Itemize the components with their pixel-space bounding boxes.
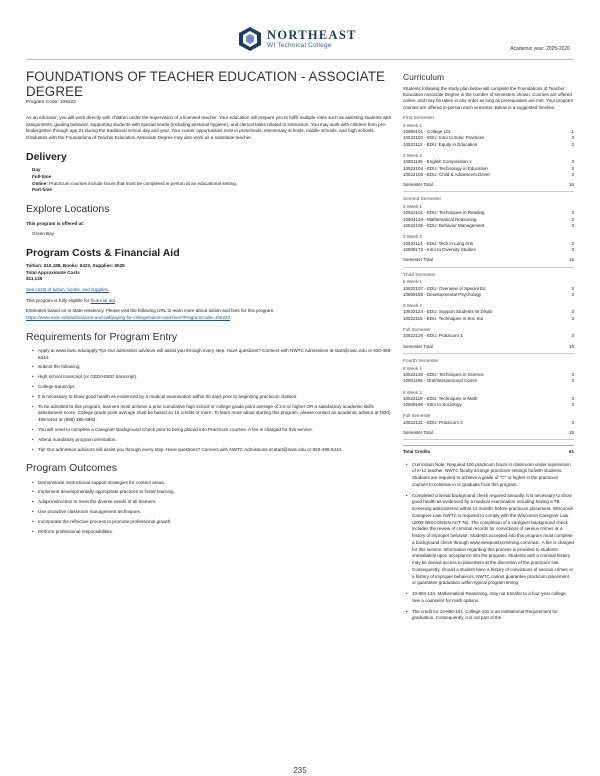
course-credits: 3 [571, 315, 574, 321]
week-label: 8 Week 2 [403, 303, 422, 309]
semester-title: Fourth Semester [403, 358, 439, 364]
delivery-online-label: Online: [32, 180, 48, 186]
course-name: 10809188 - Developmental Psychology [403, 291, 482, 297]
course-row [403, 420, 574, 426]
delivery-parttime: Part-time [32, 187, 52, 193]
page-number: 235 [293, 766, 307, 775]
requirement-item: • Submit the following: [32, 364, 392, 371]
course-credits: 3 [571, 141, 574, 147]
location-green-bay: Green Bay [32, 231, 54, 237]
semester-total-value: 15 [568, 343, 574, 349]
semester-total-row [403, 257, 574, 267]
requirement-item: • Attend mandatory program orientation. [32, 437, 392, 444]
course-name: 10522119 - EDU: Techniques in Soc Stu [403, 315, 484, 321]
course-credits: 3 [571, 165, 574, 171]
course-credits: 3 [571, 240, 574, 246]
semester-total-value: 16 [568, 182, 574, 188]
semester-total-label: Semester Total [403, 257, 433, 263]
curriculum-note: • 10-804-134, Mathematical Reasoning, may not transfer to a four-year college. See a counselor for math options. [406, 591, 574, 605]
requirements-heading: Requirements for Program Entry [26, 330, 178, 343]
week-label: 8 Week 1 [403, 365, 422, 371]
course-credits: 3 [571, 371, 574, 377]
course-row [403, 172, 574, 178]
week-label: 8 Week 1 [403, 204, 422, 210]
course-name: 10522114 - EDU: Tech in Lang Arts [403, 240, 474, 246]
course-name: 10522131 - EDU: Practicum 2 [403, 419, 463, 425]
course-name: 10522129 - EDU: Practicum 1 [403, 333, 463, 339]
course-row [403, 333, 574, 339]
tuition-url-link[interactable]: https://www.nwtc.edu/admissions-and-aid/paying-for-college/tuition-and-fees?ProgramCode=105222 [26, 315, 231, 321]
semester-block [403, 116, 574, 192]
locations-offered: This program is offered at: [26, 220, 85, 226]
delivery-day: Day [32, 166, 41, 172]
course-credits: 3 [571, 402, 574, 408]
course-credits: 3 [571, 135, 574, 141]
course-name: 10890101 - College 101 [403, 129, 452, 135]
semester-title: First Semester [403, 116, 435, 122]
outcomes-heading: Program Outcomes [26, 462, 118, 475]
course-name: 10522102 - EDU: Techniques in Reading [403, 210, 485, 216]
requirement-item: • To be admitted to this program, learners must achieve a prior cumulative high school or college grade point average of 2.6 or higher OR a satisfactory academic skills assessment score. College grade point average must be based on 15 credits or more. To learn more about starting this program, please contact an academic advisor at (920) 498-5444 or (888) 385-6982. [32, 404, 392, 424]
course-name: 10522107 - EDU: Overview of Special Ed [403, 285, 486, 291]
program-intro: As an educator, you will work directly with children under the supervision of a licensed teacher. Your education will prepare you to fulfill multiple roles such as assisting students with assignments, guiding behavior, supporting students with special needs (including personal hygiene), and clerical tasks related to instruction. You may work with children from pre-kindergarten through age 21 during the traditional school day and year. Your career opportunities exist in preschools, elementary schools, middle schools, and high schools. Graduates with the Foundations of Teacher Education Associate Degree may also work as a substitute teacher. [26, 114, 392, 140]
course-name: 10804134 - Mathematical Reasoning [403, 216, 477, 222]
semester-total-row [403, 344, 574, 354]
total-credits-label: Total Credits [403, 449, 431, 455]
header-divider [26, 59, 574, 60]
curriculum-panel [403, 72, 574, 626]
course-credits: 3 [571, 285, 574, 291]
costs-total-label: Total Approximate Costs [26, 269, 80, 275]
semester-block [403, 273, 574, 354]
course-row [403, 142, 574, 148]
course-row [403, 378, 574, 384]
course-name: 10809196 - Intro to Sociology [403, 402, 462, 408]
course-name: 10522104 - EDU: Technology in Education [403, 165, 488, 171]
delivery-online-text: Practicum courses include hours that must be completed in person at an educational setting. [47, 180, 238, 186]
locations-heading: Explore Locations [26, 203, 110, 216]
course-row [403, 402, 574, 408]
program-details [26, 69, 392, 539]
course-name: 10809172 - Intro to Diversity Studies [403, 246, 476, 252]
semester-total-label: Semester Total [403, 429, 433, 435]
requirement-item: • College transcript. [32, 384, 392, 391]
course-name: 10801196 - Oral/Interpersonal Comm [403, 378, 478, 384]
course-name: 10522130 - EDU: Techniques in Science [403, 371, 484, 377]
delivery-fulltime: Full-time [32, 173, 52, 179]
semester-block [403, 197, 574, 267]
outcome-item: • Implement developmentally appropriate practices to foster learning. [32, 489, 392, 496]
semester-total-row [403, 182, 574, 192]
costs-heading: Program Costs & Financial Aid [26, 246, 180, 259]
costs-total-value: $11,135 [26, 276, 43, 282]
course-name: 10522106 - EDU: Child & Adolescent Devel [403, 171, 490, 177]
costs-details-link[interactable]: See costs of tuition, books, and supplies. [26, 287, 110, 293]
semester-total-value: 15 [568, 429, 574, 435]
curriculum-notes [403, 462, 574, 623]
course-name: 10522124 - EDU: Support Students W Disab [403, 309, 493, 315]
semester-title: Second Semester [403, 197, 442, 203]
course-credits: 3 [571, 419, 574, 425]
costs-estimate-note: Estimates based on in-state residency. Please visit the following URL to learn more about tuition and fees for this program. [26, 308, 275, 314]
page-title: FOUNDATIONS OF TEACHER EDUCATION - ASSOCIATE DEGREE [26, 69, 386, 99]
curriculum-intro: Students following the study plan below will complete the Foundations of Teacher Education Associate Degree in the number of semesters shown. Courses are offered online, and may be taken in any order as long as prerequisites are met. Your program courses are offered in-person each semester. Below is a suggested timeline. [403, 85, 574, 110]
course-row [403, 292, 574, 298]
college-logo [238, 26, 357, 52]
course-credits: 3 [571, 395, 574, 401]
requirement-item: • Apply at www.nwtc.edu/apply Tip! Our admission advisors will assist you through every step. Have questions? Connect with NWTC Admissions at start@nwtc.edu or 920-498-5444. [32, 348, 392, 361]
week-label: Full Semester [403, 413, 431, 419]
course-name: 10522112 - EDU: Equity in Education [403, 141, 478, 147]
financial-aid-line: This program is fully eligible for financial aid. [26, 297, 117, 303]
requirement-item: • You will need to complete a Caregiver Background Check prior to being placed into Practicum courses. A fee is charged for this service. [32, 427, 392, 434]
curriculum-note: • Curriculum Note: Required 100 practicum hours in classroom under supervision of K-12 teacher. NWTC faculty arrange practicum settings for/with students. Students are required to achieve a grade of "C" or higher in the practicum courses to continue in or graduate from this program. [406, 462, 574, 489]
course-credits: 3 [571, 210, 574, 216]
semester-title: Third Semester [403, 272, 436, 278]
logo-subtitle: WI Technical College [267, 42, 332, 49]
requirement-item: • Tip! Our admission advisors will assist you through every step. Have questions? Connect with NWTC Admissions at start@nwtc.edu or 920-498-5444. [32, 447, 392, 454]
outcome-item: • Adapt instruction to meet the diverse needs of all learners. [32, 499, 392, 506]
course-credits: 3 [571, 246, 574, 252]
course-name: 10522103 - EDU: Intro to Educ Practices [403, 135, 485, 141]
course-credits: 3 [571, 223, 574, 229]
academic-year: Academic year: 2025-2026 [510, 46, 570, 52]
delivery-list [26, 167, 392, 195]
semester-block [403, 359, 574, 440]
semester-list [403, 116, 574, 440]
total-credits-value: 61 [568, 449, 574, 455]
week-label: 8 Week 1 [403, 122, 422, 128]
semester-total-row [403, 430, 574, 440]
requirement-item: • High school transcript (or GED/HSED transcript). [32, 374, 392, 381]
week-label: 8 Week 1 [403, 279, 422, 285]
delivery-heading: Delivery [26, 150, 67, 163]
week-label: 8 Week 2 [403, 234, 422, 240]
curriculum-note: • The credit for 10-890-101, College 101 is an Institutional Requirement for graduation. Consequently, it is not part of the [406, 609, 574, 623]
course-row [403, 316, 574, 322]
page-header [0, 0, 600, 60]
course-name: 10522118 - EDU: Techniques in Math [403, 395, 478, 401]
course-credits: 3 [571, 159, 574, 165]
course-row [403, 223, 574, 229]
course-row [403, 247, 574, 253]
week-label: Full Semester [403, 327, 431, 333]
outcomes-list [26, 480, 392, 536]
financial-aid-link[interactable]: financial aid [90, 297, 115, 303]
outcome-item: • Use proactive classroom management techniques. [32, 509, 392, 516]
course-credits: 3 [571, 333, 574, 339]
outcome-item: • Demonstrate instructional support strategies for content areas. [32, 480, 392, 487]
outcome-item: • Incorporate the reflective process to promote professional growth. [32, 519, 392, 526]
curriculum-note: • Completed criminal background check required annually. It is necessary to show good health as evidenced by a medical examination including having a TB screening administered within 12 months before practicum placement. Wisconsin Caregiver Law. NWTC is required to comply with the Wisconsin Caregiver Law (2009 WISCONSIN ACT 76). The completion of a caregiver background check includes the review of criminal records for convictions of serious crimes or a history of improper behavior. Students accepted into this program must complete a background check through www.viewpointscreening.com/nwtc. A fee is charged for this service. Information regarding this process is provided to students immediately upon acceptance into the program. Students with a criminal history may be denied access to placement at the discretion of the practicum site. Consequently, should a student have a history of convictions of serious crimes or a history of improper behaviors, NWTC cannot guarantee practicum placement or guarantee graduation within typical program timing. [406, 493, 574, 588]
costs-tuition: Tuition: $10,188, Books: $422, Supplies: $525 [26, 263, 125, 269]
week-label: 8 Week 2 [403, 389, 422, 395]
logo-name: NORTHEAST [267, 27, 357, 42]
course-credits: 3 [571, 216, 574, 222]
semester-total-value: 15 [568, 257, 574, 263]
curriculum-heading: Curriculum [403, 72, 445, 82]
semester-total-label: Semester Total [403, 182, 433, 188]
week-label: 8 Week 2 [403, 152, 422, 158]
course-credits: 3 [571, 171, 574, 177]
course-credits: 3 [571, 291, 574, 297]
total-credits-row [403, 445, 574, 455]
logo-emblem-icon [238, 26, 262, 52]
course-name: 10801136 - English Composition 1 [403, 159, 472, 165]
course-credits: 1 [571, 129, 574, 135]
program-code: Program Code: 105222 [26, 100, 76, 105]
course-name: 10522105 - EDU: Behavior Management [403, 223, 485, 229]
outcome-item: • Perform professional responsibilities. [32, 529, 392, 536]
requirements-list [26, 348, 392, 453]
course-credits: 3 [571, 309, 574, 315]
requirement-item: • It is necessary to show good health as evidenced by a medical examination within 90 days prior to beginning practicum classes. [32, 394, 392, 401]
course-credits: 3 [571, 378, 574, 384]
semester-total-label: Semester Total [403, 343, 433, 349]
